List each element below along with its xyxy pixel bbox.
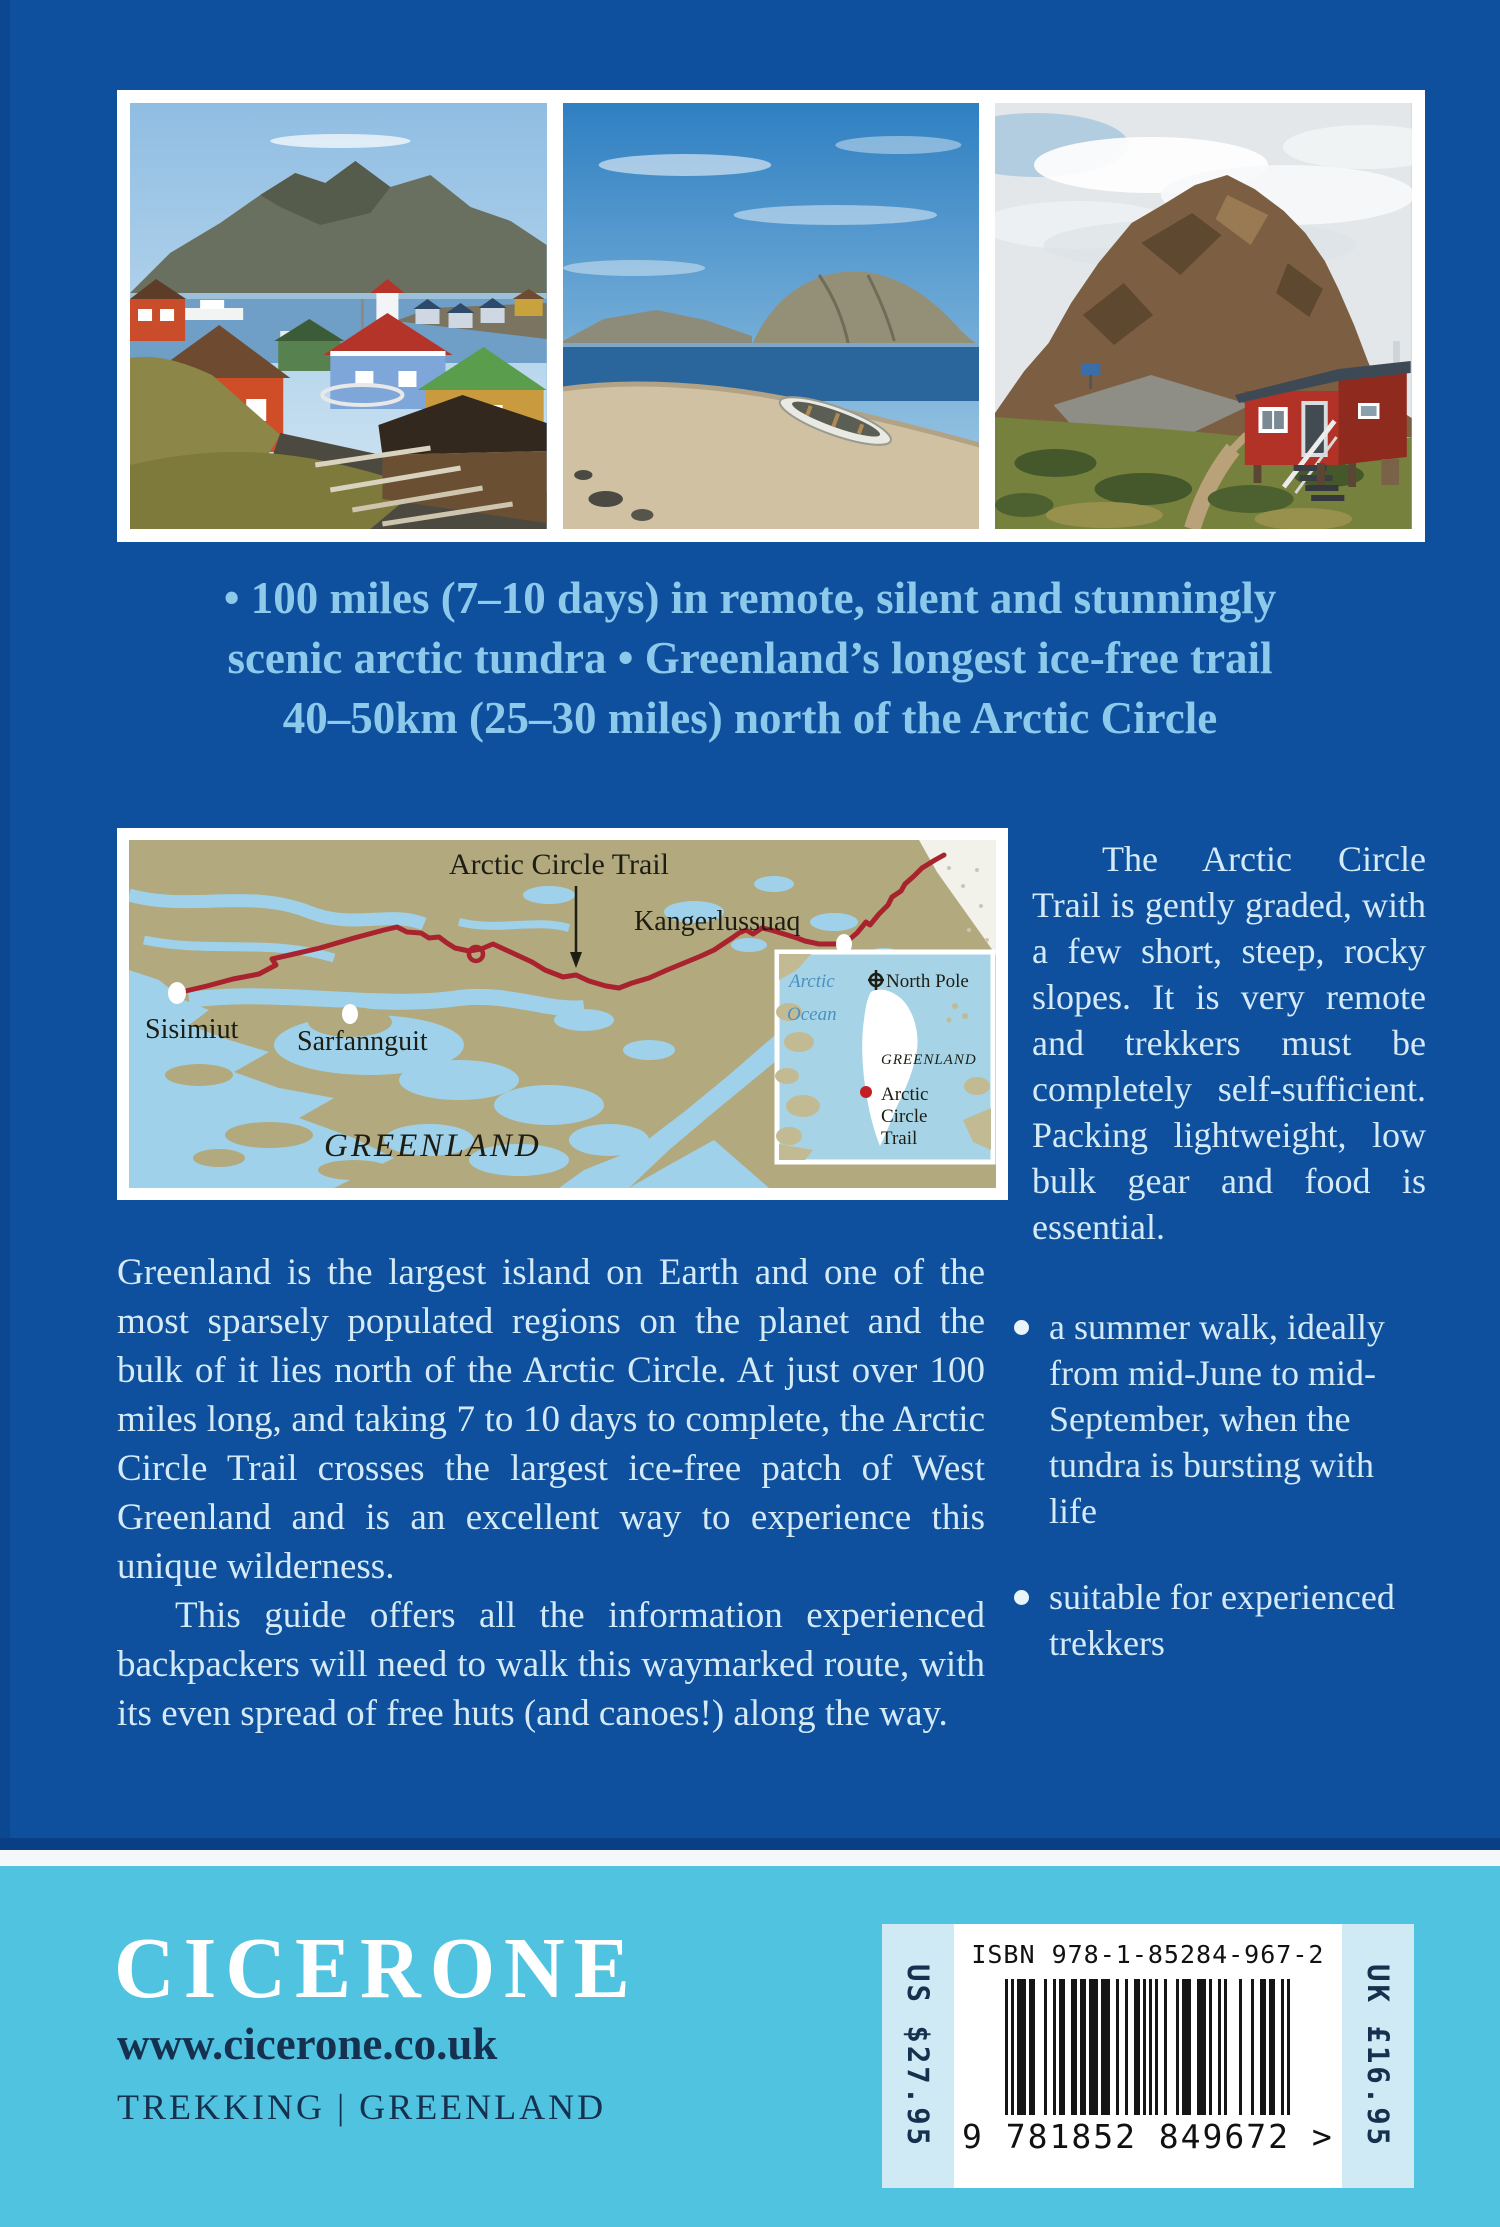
bullet-item-season (1014, 1304, 1400, 1534)
inset-ocean-label-2: Ocean (787, 1004, 837, 1025)
category-label: TREKKING | GREENLAND (117, 2087, 607, 2127)
isbn-label: ISBN 978-1-85284-967-2 (971, 1940, 1325, 1969)
price-us: US $27.95 (882, 1924, 954, 2188)
intro-paragraph: The Arctic Circle Trail is gently graded, with a few short, steep, rocky slopes. It is very remote and trekkers must be completely self-sufficient. Packing lightweight, low bulk gear and food is essential. (1032, 839, 1426, 1247)
inset-trail-label-1: Arctic (881, 1084, 929, 1105)
inset-greenland-label: GREENLAND (881, 1052, 977, 1068)
village-harbour-illustration (130, 103, 547, 529)
bullet-text-experience: suitable for experienced trekkers (1049, 1577, 1395, 1663)
price-uk: UK £16.95 (1342, 1924, 1414, 2188)
sisimiut-label: Sisimiut (145, 1014, 239, 1045)
ean-digits: 9 781852 849672 > (962, 2117, 1334, 2156)
footer-white-stripe (0, 1850, 1500, 1866)
highlight-line-2: scenic arctic tundra • Greenland’s longest ice-free trail (227, 633, 1273, 683)
highlight-line-3: 40–50km (25–30 miles) north of the Arctic Circle (282, 693, 1218, 743)
map-inset (775, 952, 993, 1162)
map-trail-title: Arctic Circle Trail (449, 848, 669, 881)
cicerone-logo: CICERONE (114, 1920, 639, 2017)
highlight-line-1: • 100 miles (7–10 days) in remote, silent and stunningly (223, 573, 1277, 623)
bullet-dot-icon (1014, 1590, 1029, 1605)
footer-navy-line (0, 1838, 1500, 1850)
inset-ocean-label-1: Arctic (789, 971, 835, 992)
body-copy (117, 1248, 985, 1738)
body-paragraph-2: This guide offers all the information experienced backpackers will need to walk this waymarked route, with its even spread of free huts (and canoes!) along the way. (117, 1595, 985, 1734)
canoe-beach-illustration (563, 103, 980, 529)
route-map-illustration (129, 840, 996, 1188)
sisimiut-dot (168, 982, 186, 1004)
barcode-panel (954, 1924, 1342, 2188)
bullet-dot-icon (1014, 1320, 1029, 1335)
sarfannguit-dot (342, 1004, 358, 1024)
bullet-item-experience (1014, 1574, 1400, 1666)
canoe-on-beach-photo (563, 103, 980, 529)
publisher-url: www.cicerone.co.uk (117, 2019, 498, 2069)
barcode-bars (1005, 1979, 1290, 2115)
greenland-label: GREENLAND (324, 1128, 542, 1164)
inset-trail-dot (860, 1086, 872, 1098)
red-hut-photo (995, 103, 1412, 529)
body-paragraph-1: Greenland is the largest island on Earth and one of the most sparsely populated regions on the planet and the bulk of it lies north of the Arctic Circle. At just over 100 miles long, and taking 7 to 10 days to complete, the Arctic Circle Trail crosses the largest ice-free patch of West Greenland and is an excellent way to experience this unique wilderness. (117, 1252, 985, 1587)
feature-bullets (1014, 1304, 1400, 1706)
photo-strip (117, 90, 1425, 542)
kangerlussuaq-label: Kangerlussuaq (634, 906, 801, 937)
highlights-block (70, 568, 1430, 748)
bullet-text-season: a summer walk, ideally from mid-June to mid-September, when the tundra is bursting with life (1049, 1307, 1385, 1531)
route-map (117, 828, 1008, 1200)
barcode-block (882, 1924, 1412, 2188)
sarfannguit-label: Sarfannguit (297, 1026, 428, 1057)
village-harbour-photo (130, 103, 547, 529)
inset-trail-label-3: Trail (881, 1128, 918, 1149)
north-pole-label: North Pole (886, 971, 969, 992)
inset-trail-label-2: Circle (881, 1106, 928, 1127)
red-hut-illustration (995, 103, 1412, 529)
